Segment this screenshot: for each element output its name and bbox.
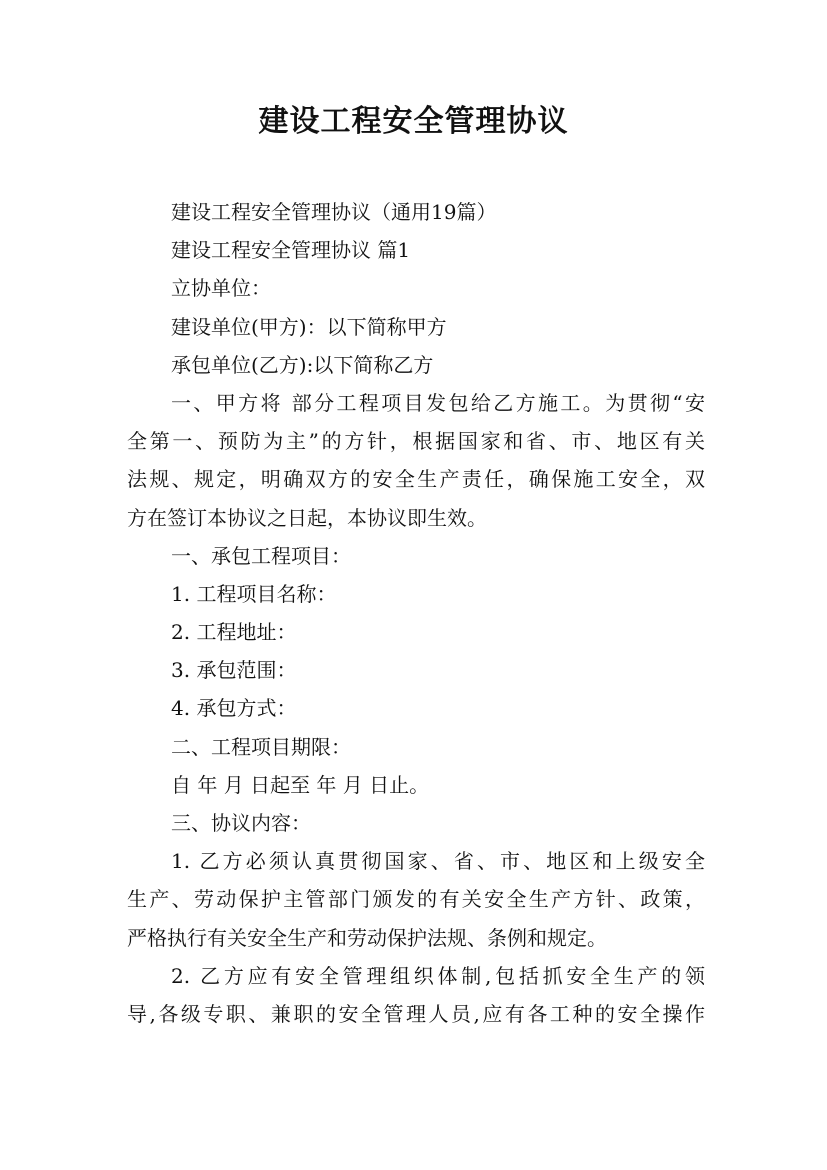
text-line: 自 年 月 日起至 年 月 日止。 (171, 772, 430, 797)
text-line: 建设工程安全管理协议（通用19篇） (171, 200, 497, 224)
text-line: 建设单位(甲方)：以下简称甲方 (171, 314, 447, 339)
document-body (127, 193, 705, 1033)
text-line: 立协单位： (171, 276, 271, 301)
text-line: 导,各级专职、兼职的安全管理人员,应有各工种的安全操作 (127, 1001, 705, 1026)
text-line: 3. 承包范围： (171, 658, 297, 683)
text-line: 方在签订本协议之日起，本协议即生效。 (127, 505, 487, 530)
text-line: 1. 乙方必须认真贯彻国家、省、市、地区和上级安全 (171, 849, 705, 874)
document-title: 建设工程安全管理协议 (258, 104, 569, 139)
text-line: 一、甲方将 部分工程项目发包给乙方施工。为贯彻“安 (171, 390, 705, 415)
text-line: 1. 工程项目名称： (171, 581, 337, 606)
text-line: 全第一、预防为主”的方针，根据国家和省、市、地区有关 (127, 429, 705, 454)
text-line: 二、工程项目期限： (171, 734, 351, 759)
text-line: 4. 承包方式： (171, 696, 297, 721)
text-line: 三、协议内容： (171, 811, 311, 835)
text-line: 2. 乙方应有安全管理组织体制,包括抓安全生产的领 (171, 963, 705, 988)
text-line: 建设工程安全管理协议 篇1 (171, 238, 411, 263)
text-line: 2. 工程地址： (171, 620, 297, 645)
text-line: 生产、劳动保护主管部门颁发的有关安全生产方针、政策， (127, 887, 705, 912)
text-line: 严格执行有关安全生产和劳动保护法规、条例和规定。 (127, 925, 607, 950)
text-line: 一、承包工程项目： (171, 543, 351, 568)
text-line: 承包单位(乙方):以下简称乙方 (171, 352, 434, 377)
text-line: 法规、规定，明确双方的安全生产责任，确保施工安全，双 (127, 467, 705, 492)
